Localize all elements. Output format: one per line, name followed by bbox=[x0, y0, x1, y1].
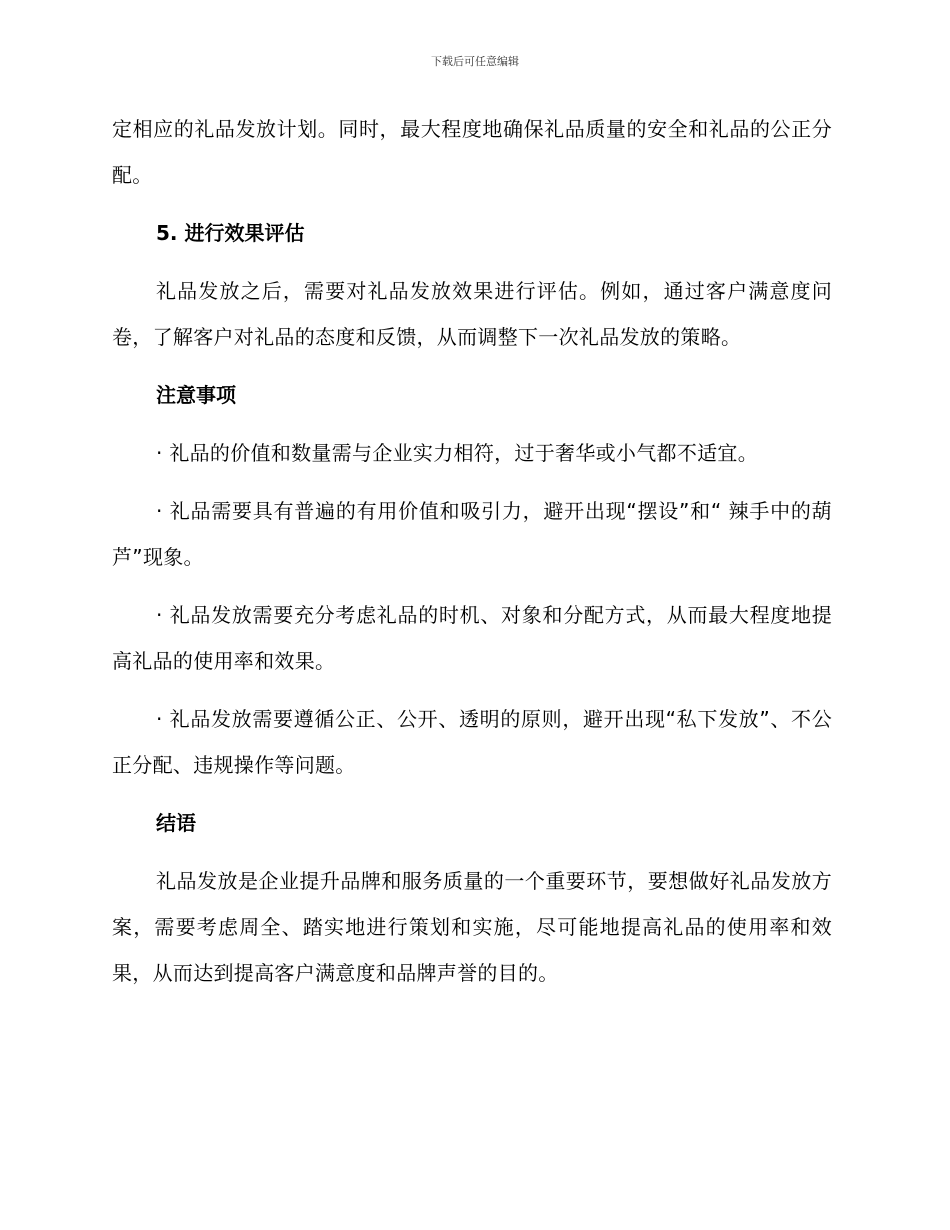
paragraph-evaluation: 礼品发放之后，需要对礼品发放效果进行评估。例如，通过客户满意度问卷，了解客户对礼品的态度和反馈，从而调整下一次礼品发放的策略。 bbox=[112, 279, 832, 349]
bullet-item: · 礼品发放需要充分考虑礼品的时机、对象和分配方式，从而最大程度地提高礼品的使用率和效果。 bbox=[112, 603, 832, 673]
paragraph-conclusion: 礼品发放是企业提升品牌和服务质量的一个重要环节，要想做好礼品发放方案，需要考虑周全、踏实地进行策划和实施，尽可能地提高礼品的使用率和效果，从而达到提高客户满意度和品牌声誉的目的。 bbox=[112, 869, 832, 985]
bullet-item: · 礼品发放需要遵循公正、公开、透明的原则，避开出现“私下发放”、不公正分配、违规操作等问题。 bbox=[112, 707, 832, 777]
document-body bbox=[112, 106, 832, 996]
section-heading-evaluation: 5. 进行效果评估 bbox=[156, 221, 305, 245]
section-heading-notes: 注意事项 bbox=[156, 383, 236, 407]
bullet-item: · 礼品的价值和数量需与企业实力相符，过于奢华或小气都不适宜。 bbox=[156, 441, 759, 465]
paragraph-continuation: 定相应的礼品发放计划。同时，最大程度地确保礼品质量的安全和礼品的公正分配。 bbox=[112, 117, 832, 187]
section-heading-conclusion: 结语 bbox=[156, 811, 196, 835]
bullet-item: · 礼品需要具有普遍的有用价值和吸引力，避开出现“摆设”和“ 辣手中的葫芦”现象。 bbox=[112, 499, 832, 569]
header-note: 下载后可任意编辑 bbox=[431, 55, 519, 68]
